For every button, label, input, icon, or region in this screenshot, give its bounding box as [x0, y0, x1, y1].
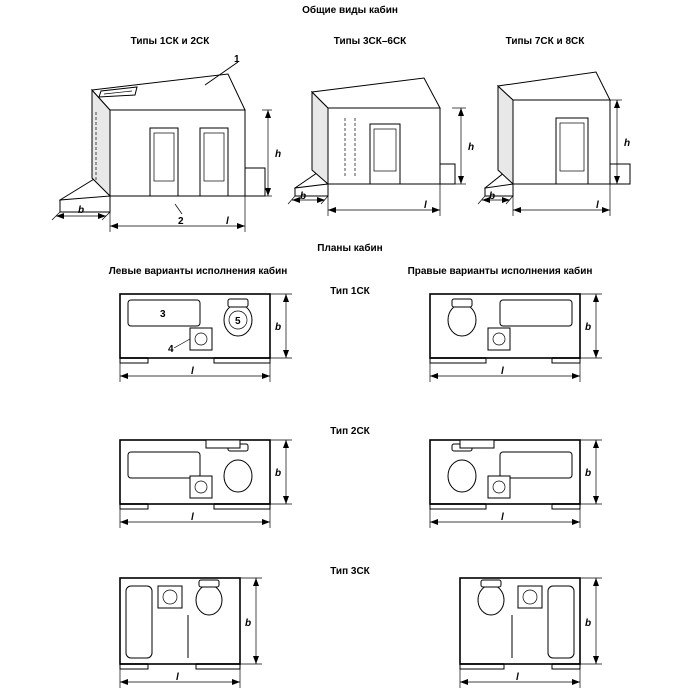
plan3-right-dim-l: l: [516, 672, 519, 683]
gv3-dim-l: l: [596, 200, 599, 211]
plan2-left-dim-b: b: [275, 468, 282, 479]
callout-3: 3: [160, 309, 166, 320]
general-view-3: [478, 72, 630, 216]
general-view-2-label: Типы 3СК–6СК: [333, 36, 407, 47]
general-view-1: [52, 54, 281, 232]
callout-4: 4: [168, 344, 174, 355]
general-view-2: [288, 78, 474, 216]
plan-2sk-right: [430, 440, 602, 528]
plan-1sk-left: [120, 294, 292, 382]
plan1-right-dim-b: b: [585, 322, 592, 333]
plans-right-column-label: Правые варианты исполнения кабин: [407, 266, 593, 277]
plan1-right-dim-l: l: [501, 366, 504, 377]
plan3-right-dim-b: b: [585, 618, 592, 629]
plan1-left-dim-b: b: [275, 322, 282, 333]
gv2-dim-l: l: [424, 200, 427, 211]
callout-5: 5: [235, 316, 241, 327]
plan2-left-dim-l: l: [191, 512, 194, 523]
plan-row-3-label: Тип 3СК: [330, 566, 370, 577]
plan3-left-dim-b: b: [245, 618, 252, 629]
page-title-top: Общие виды кабин: [302, 5, 398, 16]
gv3-dim-h: h: [624, 138, 631, 149]
callout-1: 1: [234, 54, 240, 65]
gv1-dim-h: h: [275, 149, 282, 160]
gv2-dim-b: b: [300, 191, 307, 202]
page-title-plans: Планы кабин: [317, 243, 383, 254]
general-view-3-label: Типы 7СК и 8СК: [505, 36, 585, 47]
gv2-dim-h: h: [468, 142, 475, 153]
general-view-1-label: Типы 1СК и 2СК: [130, 36, 210, 47]
plan3-left-dim-l: l: [176, 672, 179, 683]
plan2-right-dim-b: b: [585, 468, 592, 479]
plan-row-1-label: Тип 1СК: [330, 286, 370, 297]
plan1-left-dim-l: l: [191, 366, 194, 377]
plan-3sk-left: [120, 578, 262, 688]
plan-row-2-label: Тип 2СК: [330, 426, 370, 437]
plan2-right-dim-l: l: [501, 512, 504, 523]
plan-3sk-right: [460, 578, 602, 688]
plans-left-column-label: Левые варианты исполнения кабин: [108, 266, 288, 277]
gv1-dim-b: b: [78, 205, 85, 216]
gv3-dim-b: b: [489, 191, 496, 202]
plan-1sk-right: [430, 294, 602, 382]
gv1-dim-l: l: [226, 216, 229, 227]
callout-2: 2: [178, 216, 184, 227]
plan-2sk-left: [120, 440, 292, 528]
